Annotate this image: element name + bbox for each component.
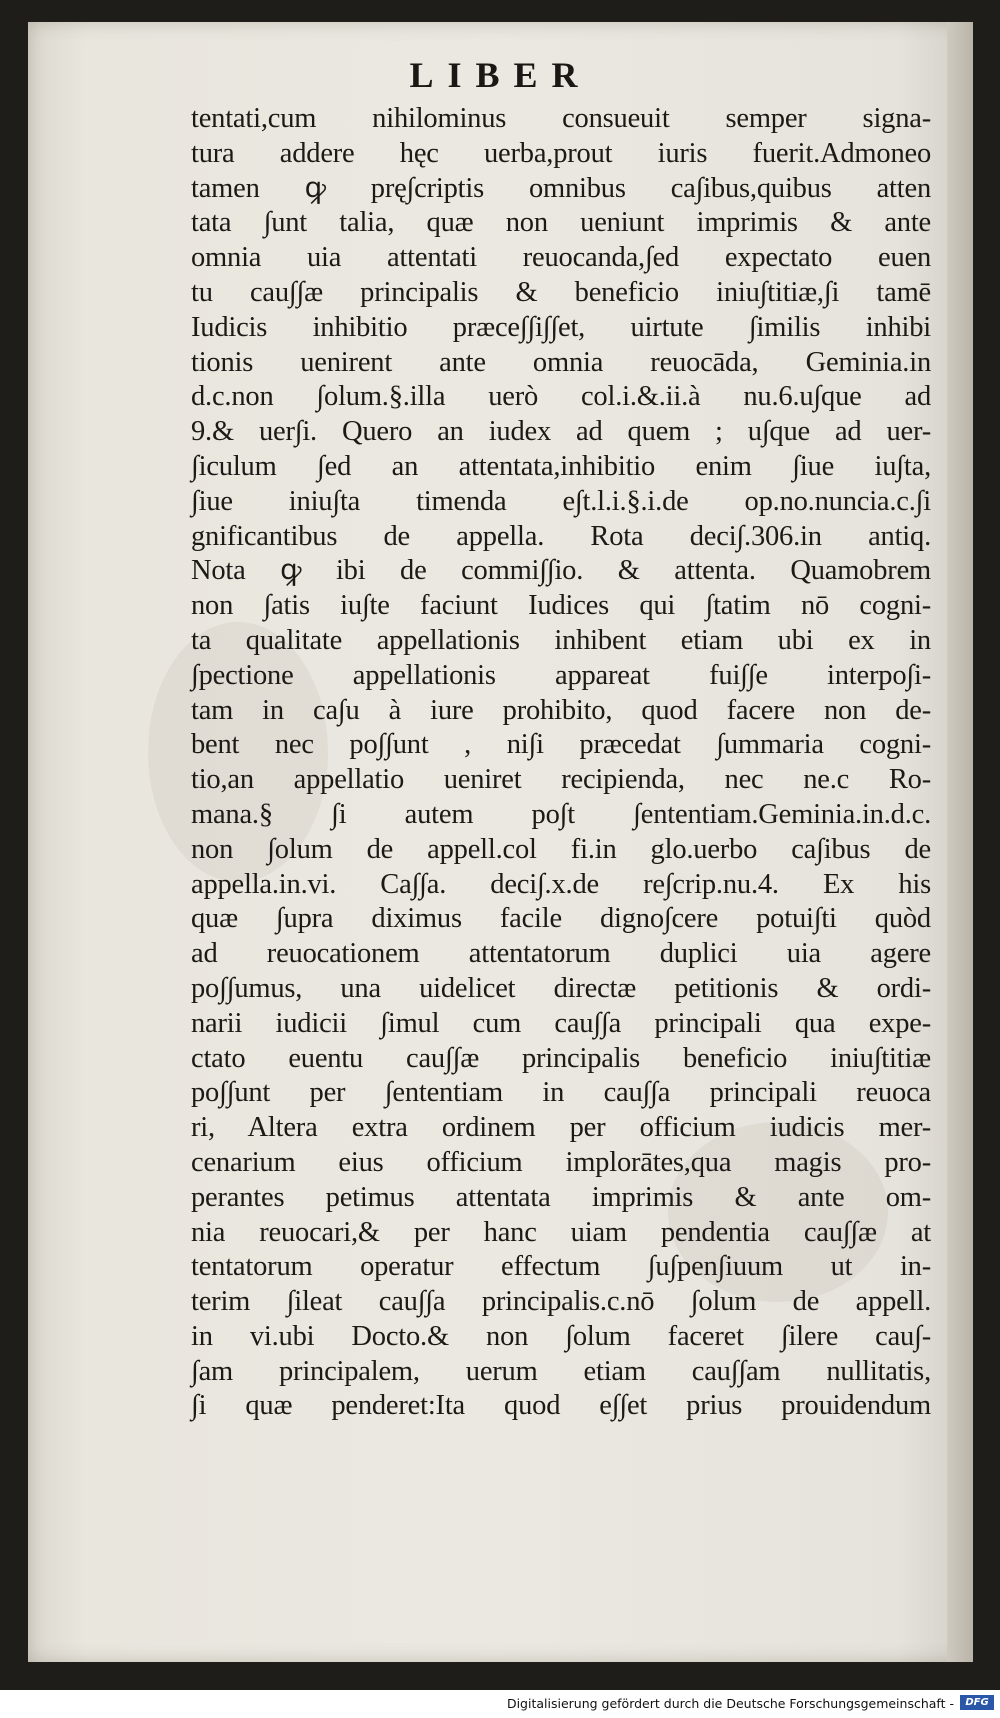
text-line: 9.& uer∫i. Quero an iudex ad quem ; u∫que ad uer- bbox=[191, 416, 931, 448]
text-line: in vi.ubi Docto.& non ∫olum faceret ∫ilere cau∫- bbox=[191, 1320, 931, 1352]
dfg-logo: DFG bbox=[960, 1695, 994, 1710]
text-line: tata ∫unt talia, quæ non ueniunt imprimis & ante bbox=[191, 207, 931, 239]
text-line: po∫∫unt per ∫ententiam in cau∫∫a principali reuoca bbox=[191, 1077, 931, 1109]
text-line: d.c.non ∫olum.§.illa uerò col.i.&.ii.à nu.6.u∫que ad bbox=[191, 381, 931, 413]
text-line: Nota ꝙ ibi de commi∫∫io. & attenta. Quamobrem bbox=[191, 555, 931, 587]
text-line: ∫pectione appellationis appareat fui∫∫e interpo∫i- bbox=[191, 659, 931, 691]
text-line: quæ ∫upra diximus facile digno∫cere potui∫ti quòd bbox=[191, 903, 931, 935]
text-line: tionis uenirent ante omnia reuocāda, Geminia.in bbox=[191, 346, 931, 378]
text-line: tentatorum operatur effectum ∫u∫pen∫iuum ut in- bbox=[191, 1251, 931, 1283]
text-line: non ∫atis iu∫te faciunt Iudices qui ∫tatim nō cogni- bbox=[191, 590, 931, 622]
text-line: tam in ca∫u à iure prohibito, quod facere non de- bbox=[191, 694, 931, 726]
digitization-footer bbox=[0, 1690, 1000, 1718]
text-line: ctato euentu cau∫∫æ principalis beneficio iniu∫titiæ bbox=[191, 1042, 931, 1074]
page-edge bbox=[947, 22, 973, 1662]
text-line: ad reuocationem attentatorum duplici uia agere bbox=[191, 938, 931, 970]
text-line: narii iudicii ∫imul cum cau∫∫a principali qua expe- bbox=[191, 1007, 931, 1039]
text-line: ∫i quæ penderet:Ita quod e∫∫et prius prouidendum bbox=[191, 1390, 931, 1422]
running-head: LIBER bbox=[409, 55, 592, 95]
text-line: tura addere hęc uerba,prout iuris fuerit.Admoneo bbox=[191, 137, 931, 169]
text-line: ta qualitate appellationis inhibent etiam ubi ex in bbox=[191, 624, 931, 656]
body-text bbox=[191, 102, 931, 1424]
text-line: tu cau∫∫æ principalis & beneficio iniu∫titiæ,∫i tamē bbox=[191, 276, 931, 308]
text-line: mana.§ ∫i autem po∫t ∫ententiam.Geminia.in.d.c. bbox=[191, 798, 931, 830]
book-page bbox=[28, 22, 973, 1662]
text-line: appella.in.vi. Ca∫∫a. deci∫.x.de re∫crip.nu.4. Ex his bbox=[191, 868, 931, 900]
text-line: omnia uia attentati reuocanda,∫ed expectato euen bbox=[191, 242, 931, 274]
text-line: Iudicis inhibitio præce∫∫i∫∫et, uirtute ∫imilis inhibi bbox=[191, 311, 931, 343]
text-line: cenarium eius officium implorātes,qua magis pro- bbox=[191, 1146, 931, 1178]
text-line: tio,an appellatio ueniret recipienda, nec ne.c Ro- bbox=[191, 764, 931, 796]
text-line: ∫iue iniu∫ta timenda e∫t.l.i.§.i.de op.no.nuncia.c.∫i bbox=[191, 485, 931, 517]
text-line: tentati,cum nihilominus consueuit semper signa- bbox=[191, 103, 931, 134]
text-line: bent nec po∫∫unt , ni∫i præcedat ∫ummaria cogni- bbox=[191, 729, 931, 761]
text-line: nia reuocari,& per hanc uiam pendentia cau∫∫æ at bbox=[191, 1216, 931, 1248]
text-line: ∫iculum ∫ed an attentata,inhibitio enim ∫iue iu∫ta, bbox=[191, 450, 931, 482]
text-line: non ∫olum de appell.col fi.in glo.uerbo ca∫ibus de bbox=[191, 833, 931, 865]
text-line: tamen ꝙ prę∫criptis omnibus ca∫ibus,quibus atten bbox=[191, 172, 931, 204]
text-line: gnificantibus de appella. Rota deci∫.306.in antiq. bbox=[191, 520, 931, 552]
footer-credit: Digitalisierung gefördert durch die Deutsche Forschungsgemeinschaft - bbox=[506, 1696, 954, 1711]
text-line: ri, Altera extra ordinem per officium iudicis mer- bbox=[191, 1112, 931, 1144]
text-line: perantes petimus attentata imprimis & ante om- bbox=[191, 1181, 931, 1213]
text-line: po∫∫umus, una uidelicet directæ petitionis & ordi- bbox=[191, 972, 931, 1004]
text-line: terim ∫ileat cau∫∫a principalis.c.nō ∫olum de appell. bbox=[191, 1286, 931, 1318]
text-line: ∫am principalem, uerum etiam cau∫∫am nullitatis, bbox=[191, 1355, 931, 1387]
